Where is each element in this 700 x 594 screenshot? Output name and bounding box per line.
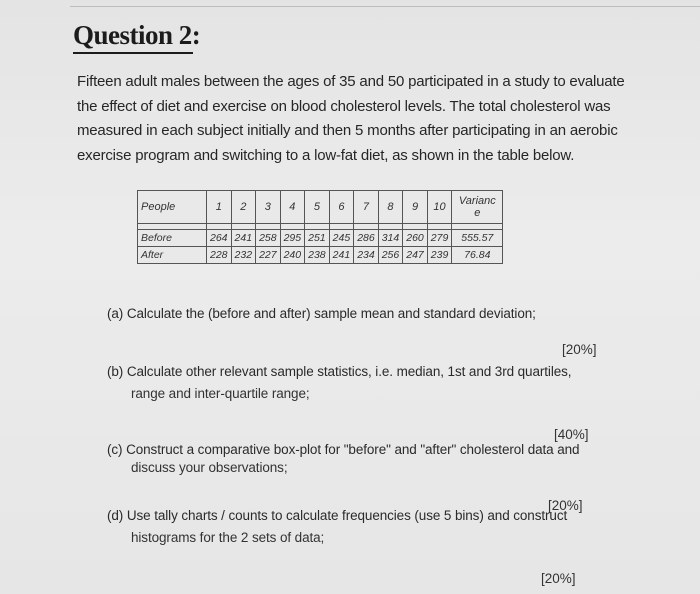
- question-b-mark: [40%]: [554, 427, 589, 442]
- variance-label-part: e: [474, 207, 481, 219]
- header-cell: 7: [354, 191, 379, 224]
- header-cell: 1: [207, 191, 232, 224]
- header-variance: [452, 191, 503, 224]
- question-a-text: (a) Calculate the (before and after) sample mean and standard deviation;: [107, 306, 536, 321]
- question-d-mark: [20%]: [541, 571, 576, 586]
- table-row-after: [138, 247, 503, 264]
- table-row-before: [138, 230, 503, 247]
- table-cell: 256: [378, 247, 403, 264]
- table-cell: 295: [280, 230, 305, 247]
- header-cell: 3: [256, 191, 281, 224]
- table-cell: 247: [403, 247, 428, 264]
- header-cell: 5: [305, 191, 330, 224]
- question-title: Question 2:: [73, 20, 201, 50]
- row-label: Before: [138, 230, 207, 247]
- cholesterol-table: [137, 190, 503, 264]
- question-c-mark: [20%]: [548, 498, 583, 513]
- question-b-text: (b) Calculate other relevant sample statistics, i.e. median, 1st and 3rd quartiles,: [107, 364, 572, 379]
- variance-cell: 76.84: [452, 247, 503, 264]
- header-people: People: [138, 191, 207, 224]
- table-cell: 251: [305, 230, 330, 247]
- header-cell: 9: [403, 191, 428, 224]
- header-cell: 8: [378, 191, 403, 224]
- paragraph-line: Fifteen adult males between the ages of 35 and 50 participated in a study to evaluate: [77, 73, 625, 90]
- table-cell: 234: [354, 247, 379, 264]
- table-cell: 232: [231, 247, 256, 264]
- table-cell: 258: [256, 230, 281, 247]
- table-cell: 240: [280, 247, 305, 264]
- header-cell: 10: [427, 191, 452, 224]
- intro-paragraph: [77, 70, 677, 168]
- question-d-text: (d) Use tally charts / counts to calculate frequencies (use 5 bins) and construct: [107, 508, 568, 523]
- table-cell: 241: [231, 230, 256, 247]
- paragraph-line: the effect of diet and exercise on blood cholesterol levels. The total cholesterol was: [77, 97, 611, 115]
- table-cell: 245: [329, 230, 354, 247]
- question-d-text-cont: histograms for the 2 sets of data;: [131, 530, 325, 545]
- header-cell: 4: [280, 191, 305, 224]
- table-cell: 228: [207, 247, 232, 264]
- question-c-text: (c) Construct a comparative box-plot for "before" and "after" cholesterol data and: [107, 442, 580, 457]
- table-cell: 314: [378, 230, 403, 247]
- table-cell: 286: [354, 230, 379, 247]
- table-cell: 260: [403, 230, 428, 247]
- header-cell: 6: [329, 191, 354, 224]
- table-cell: 227: [256, 247, 281, 264]
- table-cell: 238: [305, 247, 330, 264]
- variance-label-part: Varianc: [458, 195, 496, 207]
- variance-cell: 555.57: [452, 230, 503, 247]
- question-c-text-cont: discuss your observations;: [131, 460, 288, 475]
- paragraph-line: measured in each subject initially and then 5 months after participating in an aerobic: [77, 122, 618, 139]
- paragraph-line: exercise program and switching to a low-fat diet, as shown in the table below.: [77, 146, 575, 164]
- question-a-mark: [20%]: [562, 342, 597, 357]
- page-edge-line: [70, 6, 700, 7]
- question-b-text-cont: range and inter-quartile range;: [131, 386, 310, 401]
- table-cell: 279: [427, 230, 452, 247]
- table-cell: 241: [329, 247, 354, 264]
- table-cell: 264: [207, 230, 232, 247]
- table-cell: 239: [427, 247, 452, 264]
- title-underline: [73, 52, 193, 54]
- row-label: After: [138, 247, 207, 264]
- table-header-row: [138, 191, 503, 224]
- header-cell: 2: [231, 191, 256, 224]
